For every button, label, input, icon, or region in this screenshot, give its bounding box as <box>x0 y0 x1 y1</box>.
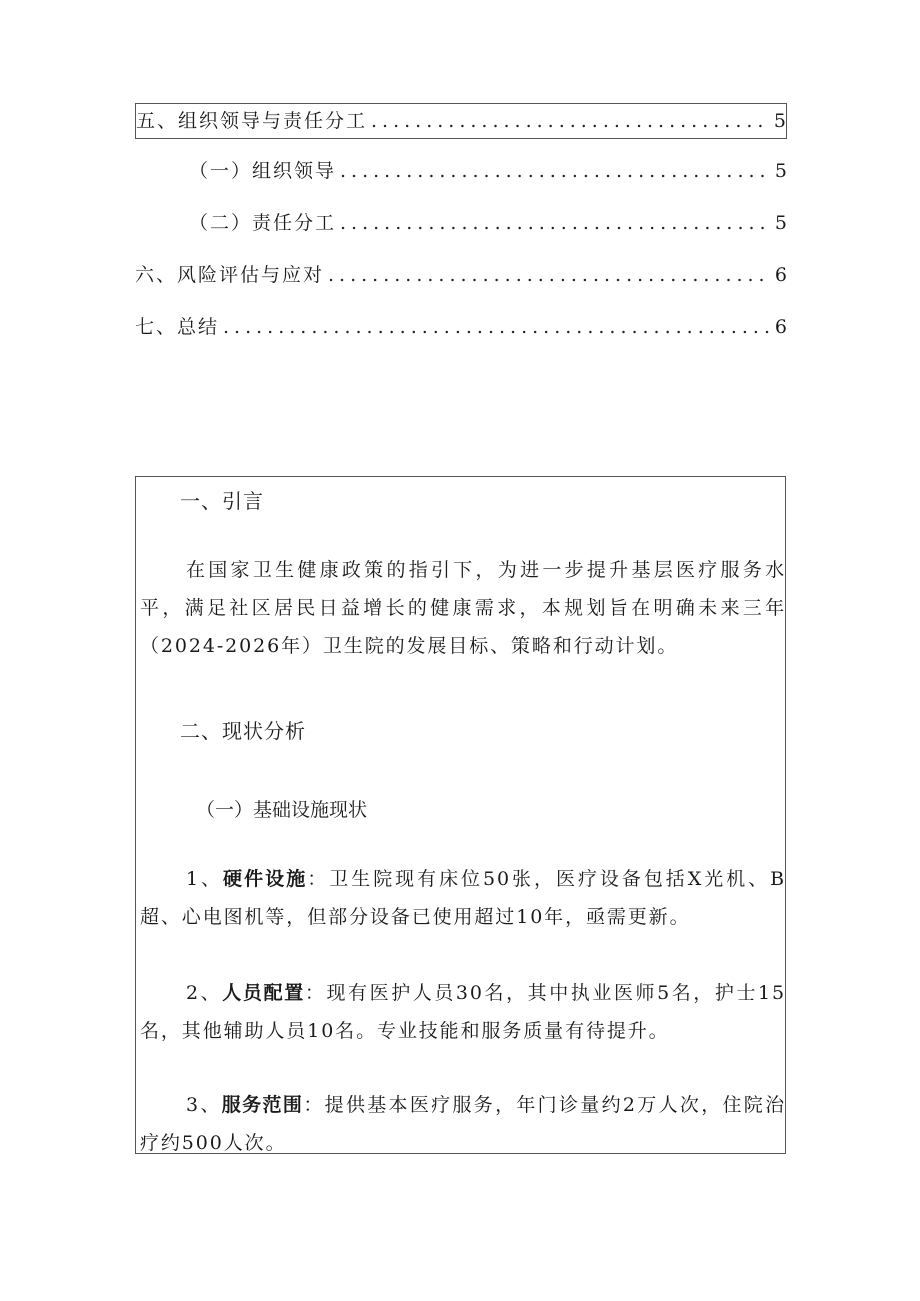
content-box <box>135 476 786 1154</box>
toc-entry-title: （二）责任分工 <box>189 212 337 234</box>
toc-entry-page: 5 <box>773 110 786 132</box>
item-separator: ： <box>303 1094 325 1116</box>
section-heading-status-analysis: 二、现状分析 <box>180 719 306 743</box>
status-item-hardware <box>140 860 786 936</box>
item-number: 2、 <box>186 982 223 1004</box>
toc-leader-dots <box>223 305 769 349</box>
toc-leader-dots <box>340 201 769 245</box>
table-of-contents <box>135 103 787 357</box>
toc-entry[interactable] <box>135 253 787 305</box>
toc-leader-dots <box>340 149 769 193</box>
toc-entry[interactable] <box>135 305 787 357</box>
toc-leader-dots <box>328 253 769 297</box>
item-label: 人员配置 <box>222 982 305 1004</box>
item-number: 3、 <box>186 1094 222 1116</box>
status-item-service-scope <box>140 1086 786 1162</box>
item-separator: ： <box>304 982 327 1004</box>
toc-entry[interactable] <box>135 201 787 253</box>
toc-entry-page: 5 <box>774 160 787 182</box>
item-separator: ： <box>307 868 330 890</box>
introduction-paragraph: 在国家卫生健康政策的指引下，为进一步提升基层医疗服务水平，满足社区居民日益增长的健康需求，本规划旨在明确未来三年（2024-2026年）卫生院的发展目标、策略和行动计划。 <box>140 559 786 657</box>
toc-entry-page: 5 <box>774 212 787 234</box>
toc-entry-page: 6 <box>774 316 787 338</box>
item-text: 现有医护人员30名，其中执业医师5名，护士15名，其他辅助人员10名。专业技能和服务质量有待提升。 <box>140 982 786 1042</box>
toc-entry-title: 六、风险评估与应对 <box>135 264 325 286</box>
subsection-heading-infrastructure: （一）基础设施现状 <box>196 799 368 821</box>
toc-entry-title: （一）组织领导 <box>189 160 337 182</box>
item-text: 提供基本医疗服务，年门诊量约2万人次，住院治疗约500人次。 <box>140 1094 787 1154</box>
item-label: 服务范围 <box>221 1094 304 1116</box>
toc-entry-title: 五、组织领导与责任分工 <box>136 110 368 132</box>
item-label: 硬件设施 <box>223 868 308 890</box>
toc-entry[interactable] <box>135 149 787 201</box>
toc-entry-page: 6 <box>774 264 787 286</box>
item-text: 卫生院现有床位50张，医疗设备包括X光机、B超、心电图机等，但部分设备已使用超过10年，亟需更新。 <box>140 868 787 928</box>
toc-entry-title: 七、总结 <box>135 316 220 338</box>
item-number: 1、 <box>186 868 224 890</box>
section-heading-introduction: 一、引言 <box>180 489 264 513</box>
toc-entry[interactable] <box>135 103 787 139</box>
toc-leader-dots <box>371 104 768 138</box>
status-item-staffing <box>140 974 786 1050</box>
